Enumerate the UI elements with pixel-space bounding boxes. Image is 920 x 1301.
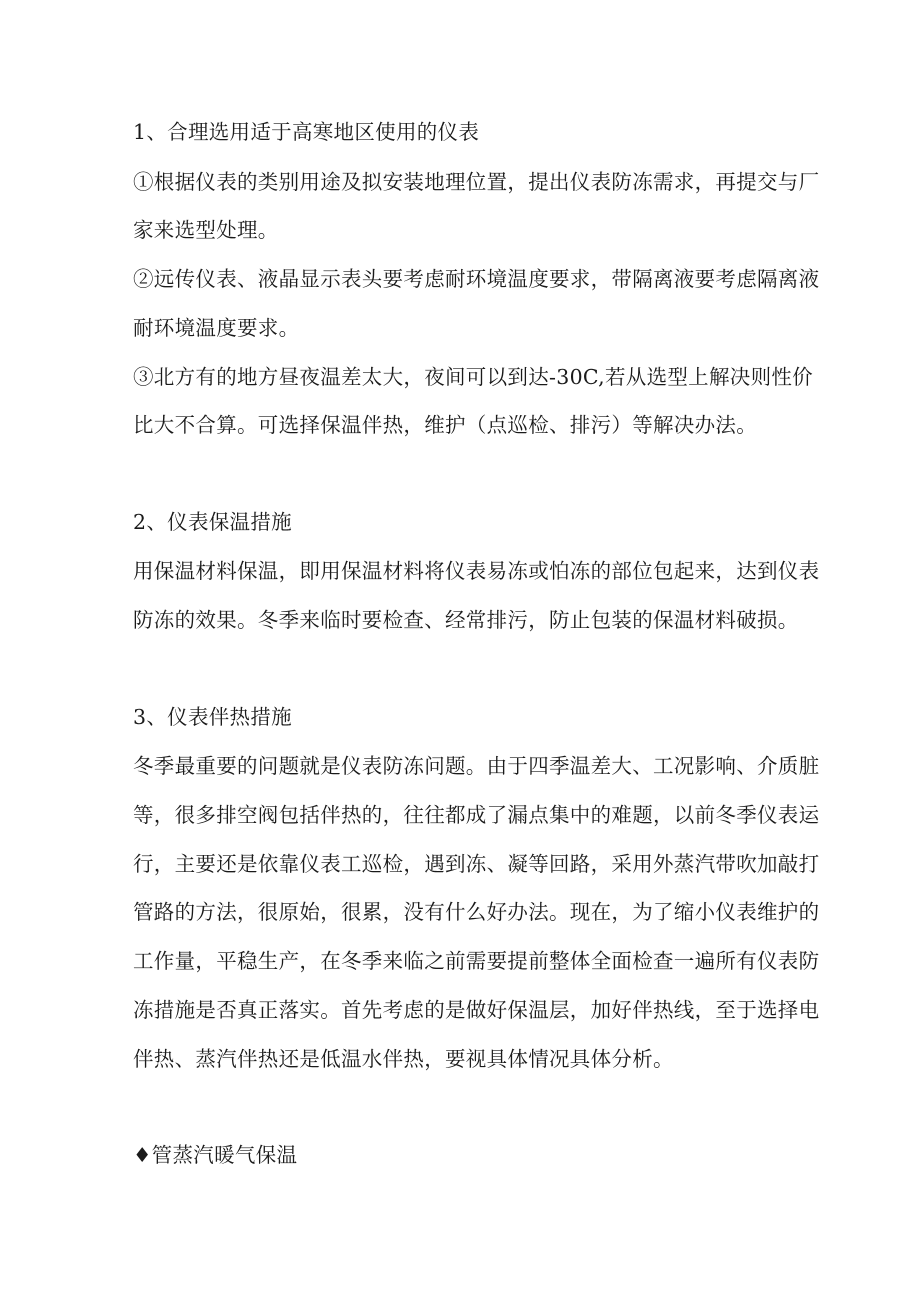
section-1-item-1-line-1: ①根据仪表的类别用途及拟安装地理位置，提出仪表防冻需求，再提交与厂 [133, 170, 820, 194]
section-3-heading: 3、仪表伴热措施 [133, 705, 292, 729]
section-3-line-5: 工作量，平稳生产，在冬季来临之前需要提前整体全面检查一遍所有仪表防 [133, 949, 820, 973]
section-1-heading: 1、合理选用适于高寒地区使用的仪表 [133, 120, 480, 144]
section-2-line-1: 用保温材料保温，即用保温材料将仪表易冻或怕冻的部位包起来，达到仪表 [133, 559, 820, 583]
section-1-item-3-line-1: ③北方有的地方昼夜温差太大，夜间可以到达-30C,若从选型上解决则性价 [133, 365, 813, 389]
section-1-item-2-line-1: ②远传仪表、液晶显示表头要考虑耐环境温度要求，带隔离液要考虑隔离液 [133, 267, 820, 291]
section-3-line-7: 伴热、蒸汽伴热还是低温水伴热，要视具体情况具体分析。 [133, 1047, 674, 1071]
section-1-item-1-line-2: 家来选型处理。 [133, 218, 279, 242]
section-2-line-2: 防冻的效果。冬季来临时要检查、经常排污，防止包装的保温材料破损。 [133, 608, 799, 632]
steam-heating-subheading: ♦管蒸汽暖气保温 [133, 1143, 298, 1167]
section-1-item-2-line-2: 耐环境温度要求。 [133, 316, 300, 340]
section-3-line-2: 等，很多排空阀包括伴热的，往往都成了漏点集中的难题，以前冬季仪表运 [133, 803, 820, 827]
section-3-line-6: 冻措施是否真正落实。首先考虑的是做好保温层，加好伴热线，至于选择电 [133, 998, 820, 1022]
section-3-line-4: 管路的方法，很原始，很累，没有什么好办法。现在，为了缩小仪表维护的 [133, 900, 820, 924]
section-1-item-3-line-2: 比大不合算。可选择保温伴热，维护（点巡检、排污）等解决办法。 [133, 413, 757, 437]
section-2-heading: 2、仪表保温措施 [133, 510, 292, 534]
section-3-line-1: 冬季最重要的问题就是仪表防冻问题。由于四季温差大、工况影响、介质脏 [133, 754, 820, 778]
section-3-line-3: 行，主要还是依靠仪表工巡检，遇到冻、凝等回路，采用外蒸汽带吹加敲打 [133, 852, 820, 876]
